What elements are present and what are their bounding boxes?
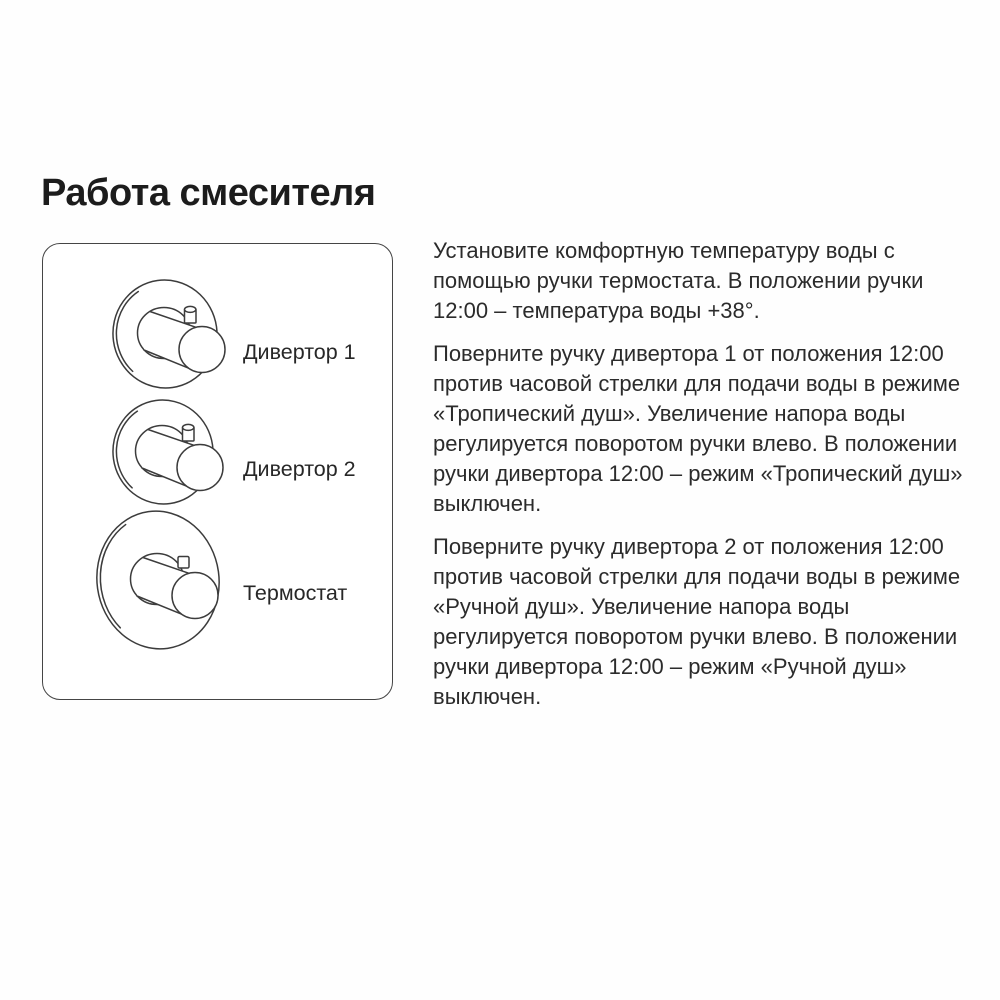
instruction-paragraph-diverter-2: Поверните ручку дивертора 2 от положения 12:00 против часовой стрелки для подачи воды в режиме «Ручной душ». Увеличение напора воды регулируется поворотом ручки влево. В положении ручки дивертора 12:00 – режим «Ручной душ» выключен. [433, 534, 961, 709]
instruction-paragraph-thermostat: Установите комфортную температуру воды с помощью ручки термостата. В положении ручки 12:00 – температура воды +38°. [433, 238, 924, 323]
thermostat-knob-icon [78, 500, 238, 660]
label-thermostat: Термостат [243, 581, 348, 605]
instruction-paragraph-diverter-1: Поверните ручку дивертора 1 от положения 12:00 против часовой стрелки для подачи воды в режиме «Тропический душ». Увеличение напора воды регулируется поворотом ручки влево. В положении ручки дивертора 12:00 – режим «Тропический душ» выключен. [433, 341, 963, 516]
label-diverter-1: Дивертор 1 [243, 340, 356, 364]
instructions-column [433, 236, 973, 725]
label-diverter-2: Дивертор 2 [243, 457, 356, 481]
page-title: Работа смесителя [41, 172, 376, 214]
